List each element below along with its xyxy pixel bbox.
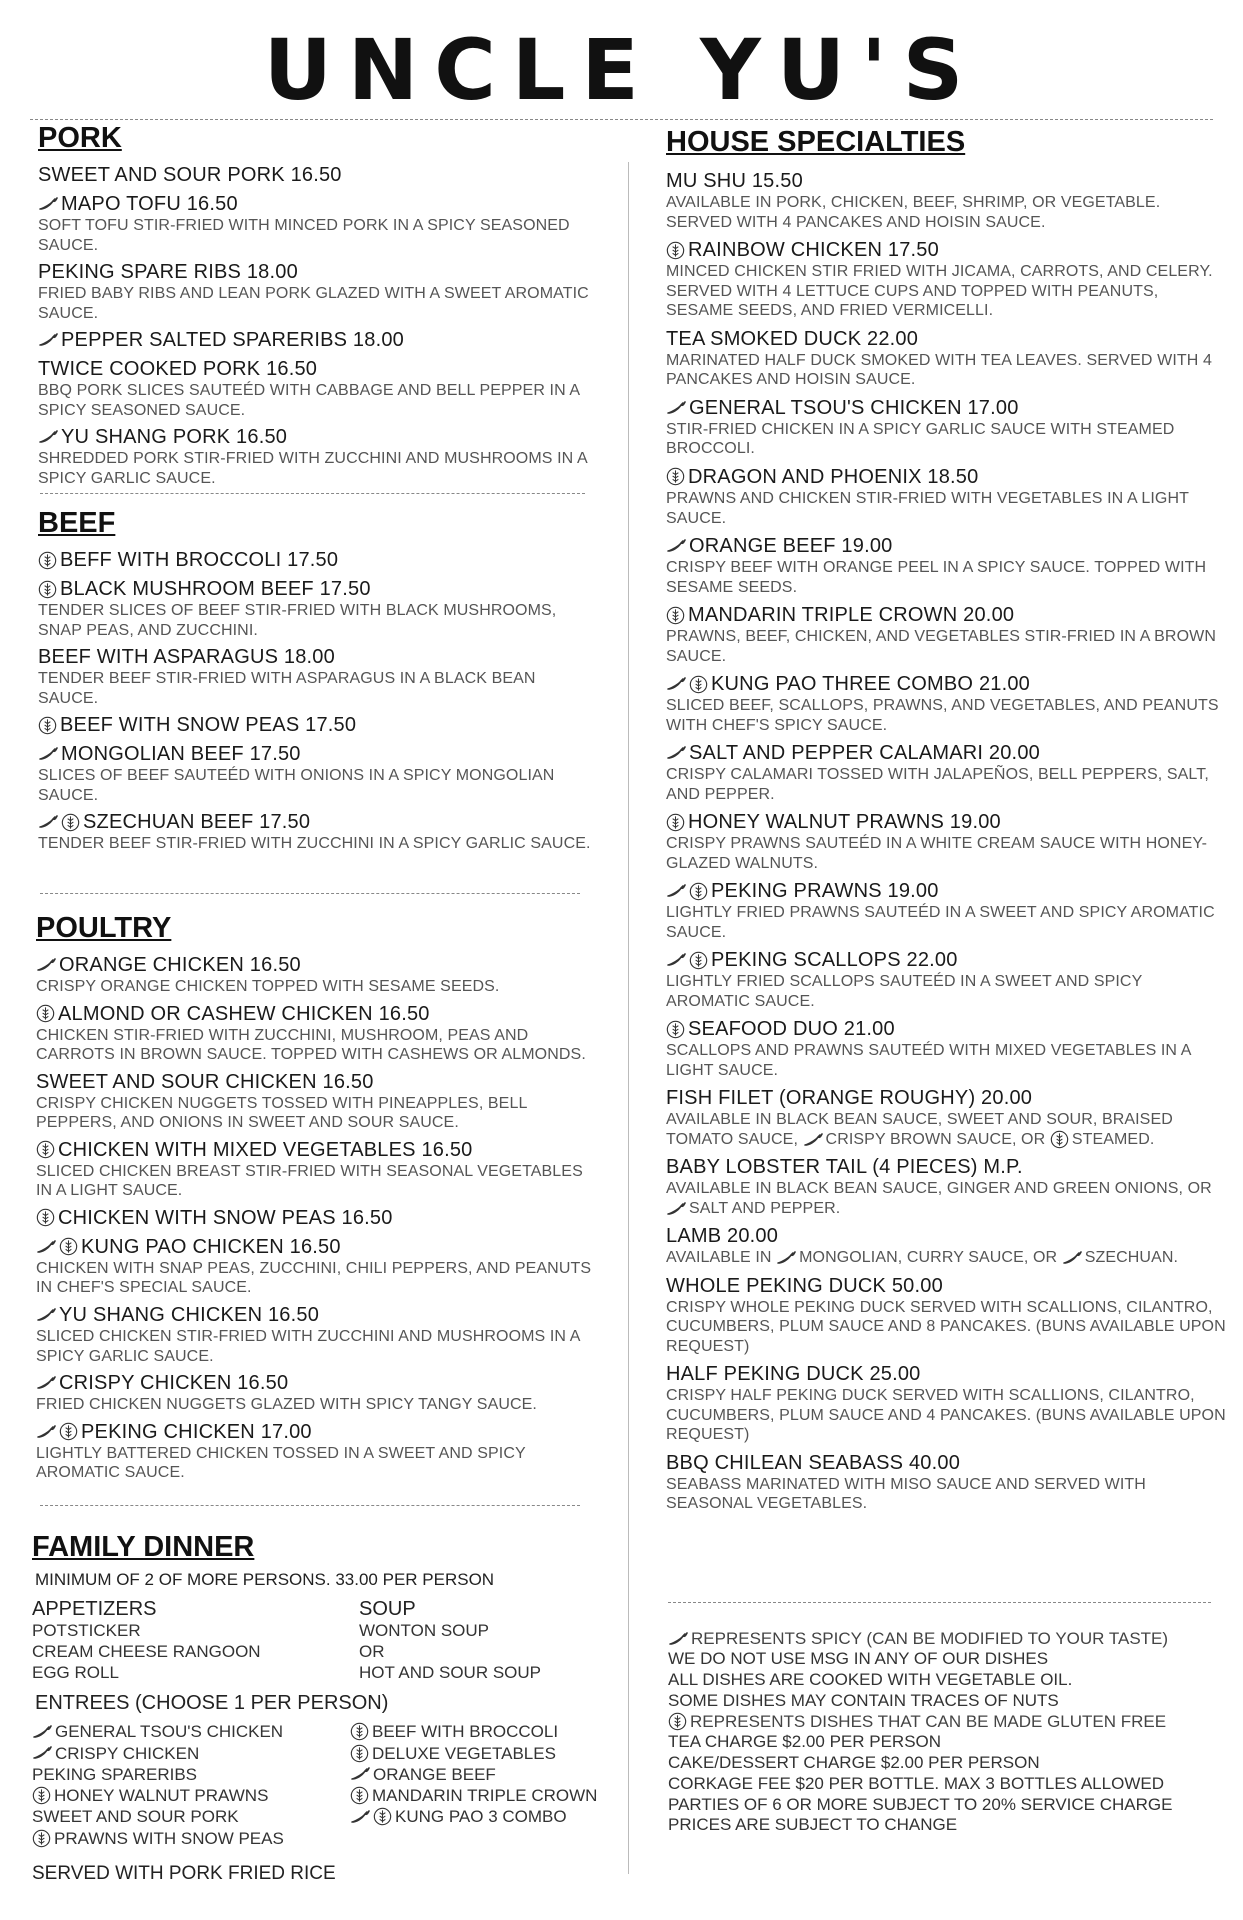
divider [30,119,1213,120]
menu-item-name [38,357,598,381]
menu-item [38,742,598,805]
menu-item [666,327,1226,390]
section-heading: PORK [38,122,122,154]
menu-item [666,672,1226,735]
entrees-left [32,1721,350,1849]
menu-item-name [666,1224,1226,1248]
chili-pepper-icon [32,1746,52,1760]
entree-item [32,1828,350,1849]
menu-item-name [666,1274,1226,1298]
menu-item-name [36,1235,596,1259]
menu-item [38,713,598,737]
section-heading: FAMILY DINNER [32,1531,255,1563]
menu-item [36,1371,596,1415]
menu-item [38,810,598,854]
menu-item-description [666,1179,1226,1218]
menu-item-title: BEFF WITH BROCCOLI 17.50 [60,549,339,572]
gluten-free-icon [666,467,685,486]
chili-pepper-icon [36,958,56,972]
gluten-free-icon [689,882,708,901]
menu-item-title: DRAGON AND PHOENIX 18.50 [688,465,979,488]
gluten-free-icon [350,1744,369,1763]
menu-item [36,1235,596,1298]
menu-item-name [666,534,1226,558]
chili-pepper-icon [32,1725,52,1739]
gluten-free-icon [38,716,57,735]
menu-item-title: MANDARIN TRIPLE CROWN 20.00 [688,604,1015,627]
menu-item-name [36,1206,596,1230]
menu-item [38,260,598,323]
menu-item-title: CHICKEN WITH SNOW PEAS 16.50 [58,1206,393,1229]
menu-item-title: ALMOND OR CASHEW CHICKEN 16.50 [58,1002,430,1025]
divider [668,1602,1211,1603]
menu-item-title: TWICE COOKED PORK 16.50 [38,358,318,381]
menu-item-title: YU SHANG PORK 16.50 [61,426,288,449]
gluten-free-icon [32,1829,51,1848]
menu-item-name [38,328,598,352]
menu-item [666,1362,1226,1445]
list-item: ALL DISHES ARE COOKED WITH VEGETABLE OIL. [668,1669,1073,1689]
poultry-section [36,912,596,1488]
divider [40,893,580,894]
family-footer: SERVED WITH PORK FRIED RICE [32,1862,336,1884]
description-text: SZECHUAN. [1084,1249,1179,1267]
menu-item-name [666,238,1226,262]
menu-item-name [38,260,598,284]
menu-item-name [38,742,598,766]
menu-item-description: CRISPY CHICKEN NUGGETS TOSSED WITH PINEAPPLES, BELL PEPPERS, AND ONIONS IN SWEET AND SOUR SAUCE. [36,1094,527,1132]
menu-item [666,169,1226,232]
menu-item-description: TENDER BEEF STIR-FRIED WITH ZUCCHINI IN A SPICY GARLIC SAUCE. [38,835,591,853]
description-text: SALT AND PEPPER. [689,1199,841,1217]
menu-item-title: BLACK MUSHROOM BEEF 17.50 [60,578,371,601]
menu-item-description: LIGHTLY BATTERED CHICKEN TOSSED IN A SWEET AND SPICY AROMATIC SAUCE. [36,1444,526,1482]
gluten-free-icon [61,813,80,832]
menu-item-description: STIR-FRIED CHICKEN IN A SPICY GARLIC SAUCE WITH STEAMED BROCCOLI. [666,420,1175,458]
entree-name: ORANGE BEEF [373,1764,496,1784]
description-text: AVAILABLE IN BLACK BEAN SAUCE, GINGER AND GREEN ONIONS, OR [666,1180,1212,1198]
menu-item-name [36,1070,596,1094]
appetizers-list [32,1621,359,1683]
notes-list [668,1732,1228,1836]
menu-item [666,948,1226,1011]
menu-item [38,645,598,708]
menu-item-name [38,163,598,187]
soup-label: SOUP [359,1598,416,1621]
chili-pepper-icon [38,430,58,444]
chili-pepper-icon [666,953,686,967]
entree-item [32,1743,350,1764]
family-top [32,1597,612,1683]
menu-item-description: TENDER SLICES OF BEEF STIR-FRIED WITH BLACK MUSHROOMS, SNAP PEAS, AND ZUCCHINI. [38,602,557,639]
menu-item-name [666,1362,1226,1386]
menu-item-description: PRAWNS, BEEF, CHICKEN, AND VEGETABLES STIR-FRIED IN A BROWN SAUCE. [666,628,1216,665]
list-item: CREAM CHEESE RANGOON [32,1641,261,1661]
menu-item [666,465,1226,528]
menu-item-title: PEPPER SALTED SPARERIBS 18.00 [61,329,404,352]
menu-item-title: TEA SMOKED DUCK 22.00 [666,327,919,350]
menu-item-name [36,1371,596,1395]
menu-item-title: BABY LOBSTER TAIL (4 PIECES) M.P. [666,1156,1023,1179]
description-text: AVAILABLE IN BLACK BEAN SAUCE, SWEET AND SOUR, BRAISED TOMATO SAUCE, [666,1111,1173,1148]
chili-pepper-icon [668,1632,688,1646]
menu-item [38,192,598,255]
gluten-free-icon [666,813,685,832]
list-item: POTSTICKER [32,1621,141,1641]
menu-item-title: RAINBOW CHICKEN 17.50 [688,239,939,262]
entree-name: MANDARIN TRIPLE CROWN [372,1786,598,1806]
menu-item-name [666,1017,1226,1041]
soup-list [359,1621,541,1683]
entree-item [32,1785,350,1806]
menu-item-name [38,810,598,834]
entree-item [350,1764,597,1785]
menu-item-title: ORANGE CHICKEN 16.50 [59,954,301,977]
gluten-free-icon [38,580,57,599]
menu-item-title: MAPO TOFU 16.50 [61,193,238,216]
menu-item [666,741,1226,804]
menu-item-description: PRAWNS AND CHICKEN STIR-FRIED WITH VEGETABLES IN A LIGHT SAUCE. [666,489,1189,527]
menu-item-name [38,577,598,601]
menu-item-title: LAMB 20.00 [666,1225,779,1248]
menu-item-title: SWEET AND SOUR CHICKEN 16.50 [36,1070,374,1093]
menu-item-description: SEABASS MARINATED WITH MISO SAUCE AND SERVED WITH SEASONAL VEGETABLES. [666,1475,1146,1513]
chili-pepper-icon [350,1810,370,1824]
list-item: HOT AND SOUR SOUP [359,1662,541,1682]
entree-item [32,1764,350,1785]
menu-item-description: CRISPY ORANGE CHICKEN TOPPED WITH SESAME SEEDS. [36,978,500,996]
menu-item-description: CRISPY WHOLE PEKING DUCK SERVED WITH SCALLIONS, CILANTRO, CUCUMBERS, PLUM SAUCE AND 8 PANCAKES. (BUNS AVAILABLE UPON REQUEST) [666,1298,1226,1355]
entree-item [350,1806,597,1827]
gluten-free-icon [666,241,685,260]
menu-item-name [38,713,598,737]
menu-item [36,1420,596,1483]
menu-item-name [666,396,1226,420]
chili-pepper-icon [666,884,686,898]
menu-item [38,577,598,640]
gf-note: REPRESENTS DISHES THAT CAN BE MADE GLUTEN FREE [690,1712,1167,1732]
menu-item [666,1155,1226,1218]
list-item: WONTON SOUP [359,1621,490,1641]
chili-pepper-icon [666,1202,686,1216]
menu-list [38,163,598,488]
gluten-free-icon [36,1004,55,1023]
gluten-free-icon [350,1786,369,1805]
entrees-block [32,1721,612,1849]
chili-pepper-icon [36,1376,56,1390]
entree-item [32,1721,350,1742]
menu-list [36,953,596,1482]
list-item: OR [359,1641,385,1661]
menu-item-description: SOFT TOFU STIR-FRIED WITH MINCED PORK IN A SPICY SEASONED SAUCE. [38,217,570,254]
notes-list [668,1649,1228,1711]
list-item: EGG ROLL [32,1662,119,1682]
menu-item-description: SLICED BEEF, SCALLOPS, PRAWNS, AND VEGETABLES, AND PEANUTS WITH CHEF'S SPICY SAUCE. [666,697,1219,734]
entrees-right [350,1721,597,1849]
description-text: CRISPY BROWN SAUCE, OR [825,1130,1046,1148]
gluten-free-icon [666,1020,685,1039]
entree-name: BEEF WITH BROCCOLI [372,1722,559,1742]
list-item: PRICES ARE SUBJECT TO CHANGE [668,1815,958,1835]
menu-item [38,328,598,352]
entree-item [350,1743,597,1764]
menu-item-title: KUNG PAO THREE COMBO 21.00 [711,673,1030,696]
gluten-free-icon [350,1722,369,1741]
menu-item-title: BEEF WITH SNOW PEAS 17.50 [60,714,357,737]
entree-name: DELUXE VEGETABLES [372,1743,556,1763]
menu-item-title: SEAFOOD DUO 21.00 [688,1018,895,1041]
spicy-legend [668,1628,1228,1649]
menu-item [666,1086,1226,1149]
chili-pepper-icon [350,1767,370,1781]
menu-item-description: CRISPY HALF PEKING DUCK SERVED WITH SCALLIONS, CILANTRO, CUCUMBERS, PLUM SAUCE AND 4 PANCAKES. (BUNS AVAILABLE UPON REQUEST) [666,1387,1226,1444]
description-text: AVAILABLE IN [666,1249,772,1267]
column-divider [628,162,629,1874]
menu-item-description [666,1248,1226,1268]
menu-item-name [36,1420,596,1444]
menu-item-name [666,169,1226,193]
list-item: WE DO NOT USE MSG IN ANY OF OUR DISHES [668,1649,1049,1669]
menu-item [666,603,1226,666]
menu-item-description: TENDER BEEF STIR-FRIED WITH ASPARAGUS IN A BLACK BEAN SAUCE. [38,670,536,707]
menu-item-name [36,1138,596,1162]
menu-item-title: BBQ CHILEAN SEABASS 40.00 [666,1451,961,1474]
menu-item-description: FRIED BABY RIBS AND LEAN PORK GLAZED WITH A SWEET AROMATIC SAUCE. [38,285,589,322]
menu-item-description: SCALLOPS AND PRAWNS SAUTEÉD WITH MIXED VEGETABLES IN A LIGHT SAUCE. [666,1042,1191,1079]
gluten-free-icon [1050,1130,1069,1149]
menu-item [666,810,1226,873]
menu-item [666,534,1226,597]
pork-section [38,122,598,493]
spicy-note: REPRESENTS SPICY (CAN BE MODIFIED TO YOUR TASTE) [691,1629,1169,1648]
entree-item [32,1806,350,1827]
menu-item-name [666,810,1226,834]
description-text: MONGOLIAN, CURRY SAUCE, OR [799,1249,1058,1267]
chili-pepper-icon [776,1251,796,1265]
house-specialties-section [666,126,1226,1520]
list-item: CAKE/DESSERT CHARGE $2.00 PER PERSON [668,1753,1040,1773]
chili-pepper-icon [803,1133,823,1147]
description-text: STEAMED. [1071,1130,1155,1148]
family-subtitle: MINIMUM OF 2 OF MORE PERSONS. 33.00 PER PERSON [35,1570,495,1590]
gluten-free-icon [373,1807,392,1826]
menu-item-name [666,327,1226,351]
menu-list [666,169,1226,1514]
menu-item [36,1303,596,1366]
menu-item [38,425,598,488]
entree-name: KUNG PAO 3 COMBO [395,1807,567,1827]
menu-item-name [666,672,1226,696]
menu-item-description: SLICED CHICKEN BREAST STIR-FRIED WITH SEASONAL VEGETABLES IN A LIGHT SAUCE. [36,1162,583,1200]
menu-item-name [38,548,598,572]
menu-item [666,1451,1226,1514]
menu-item-title: GENERAL TSOU'S CHICKEN 17.00 [689,396,1019,419]
menu-item [666,238,1226,321]
menu-item [36,1206,596,1230]
chili-pepper-icon [36,1425,56,1439]
menu-item-title: WHOLE PEKING DUCK 50.00 [666,1274,943,1297]
menu-item-name [666,465,1226,489]
menu-item-description: AVAILABLE IN PORK, CHICKEN, BEEF, SHRIMP, OR VEGETABLE. SERVED WITH 4 PANCAKES AND HOISIN SAUCE. [666,194,1161,231]
menu-item-name [38,645,598,669]
entree-name: CRISPY CHICKEN [55,1743,200,1763]
gluten-free-icon [36,1208,55,1227]
menu-item-description [666,1110,1226,1149]
gluten-free-icon [689,951,708,970]
menu-item-title: FISH FILET (ORANGE ROUGHY) 20.00 [666,1087,1033,1110]
menu-item-description: CHICKEN WITH SNAP PEAS, ZUCCHINI, CHILI PEPPERS, AND PEANUTS IN CHEF'S SPECIAL SAUCE. [36,1259,592,1297]
menu-item-title: MU SHU 15.50 [666,170,803,193]
chili-pepper-icon [38,747,58,761]
divider [40,1505,580,1506]
menu-item-description: LIGHTLY FRIED SCALLOPS SAUTEÉD IN A SWEET AND SPICY AROMATIC SAUCE. [666,973,1143,1010]
appetizers-block [32,1597,359,1683]
menu-item-title: SALT AND PEPPER CALAMARI 20.00 [689,742,1040,765]
menu-item-title: CRISPY CHICKEN 16.50 [59,1372,289,1395]
menu-item [36,953,596,997]
chili-pepper-icon [666,539,686,553]
entree-name: SWEET AND SOUR PORK [32,1807,239,1827]
menu-item [36,1002,596,1065]
menu-item-name [666,1451,1226,1475]
chili-pepper-icon [666,677,686,691]
menu-item-title: KUNG PAO CHICKEN 16.50 [81,1235,341,1258]
gluten-free-icon [32,1786,51,1805]
menu-item-name [36,1303,596,1327]
chili-pepper-icon [38,815,58,829]
menu-item [38,163,598,187]
menu-item-name [38,425,598,449]
menu-item-title: CHICKEN WITH MIXED VEGETABLES 16.50 [58,1138,473,1161]
chili-pepper-icon [1062,1251,1082,1265]
menu-item-description: LIGHTLY FRIED PRAWNS SAUTEÉD IN A SWEET AND SPICY AROMATIC SAUCE. [666,904,1215,941]
menu-item-title: ORANGE BEEF 19.00 [689,535,893,558]
menu-item-description: FRIED CHICKEN NUGGETS GLAZED WITH SPICY TANGY SAUCE. [36,1396,537,1414]
chili-pepper-icon [666,401,686,415]
menu-item-description: MARINATED HALF DUCK SMOKED WITH TEA LEAVES. SERVED WITH 4 PANCAKES AND HOISIN SAUCE. [666,351,1212,389]
menu-item-title: SZECHUAN BEEF 17.50 [83,811,311,834]
menu-item-description: CRISPY PRAWNS SAUTEÉD IN A WHITE CREAM SAUCE WITH HONEY-GLAZED WALNUTS. [666,835,1208,872]
section-heading: POULTRY [36,912,172,944]
menu-item-name [666,1155,1226,1179]
menu-item-title: SWEET AND SOUR PORK 16.50 [38,164,342,187]
gluten-free-icon [36,1140,55,1159]
menu-item-title: HONEY WALNUT PRAWNS 19.00 [688,811,1001,834]
notes-section [668,1628,1228,1836]
appetizers-label: APPETIZERS [32,1598,157,1621]
menu-item-title: PEKING CHICKEN 17.00 [81,1420,312,1443]
entree-name: HONEY WALNUT PRAWNS [54,1786,269,1806]
menu-item-name [666,879,1226,903]
entree-item [350,1785,597,1806]
menu-list [38,548,598,854]
menu-item-description: CRISPY BEEF WITH ORANGE PEEL IN A SPICY SAUCE. TOPPED WITH SESAME SEEDS. [666,559,1207,596]
entrees-label: ENTREES (CHOOSE 1 PER PERSON) [35,1692,389,1715]
section-heading: HOUSE SPECIALTIES [666,126,966,158]
family-dinner-section [32,1531,612,1886]
gluten-free-legend [668,1711,1228,1732]
soup-block [359,1597,541,1683]
list-item: PARTIES OF 6 OR MORE SUBJECT TO 20% SERVICE CHARGE [668,1794,1173,1814]
entree-item [350,1721,597,1742]
menu-item-name [666,948,1226,972]
entree-name: PEKING SPARERIBS [32,1764,198,1784]
menu-item-title: PEKING PRAWNS 19.00 [711,880,939,903]
menu-item-name [666,603,1226,627]
menu-item-title: BEEF WITH ASPARAGUS 18.00 [38,646,335,669]
menu-item [666,1224,1226,1268]
menu-item [666,396,1226,459]
gluten-free-icon [38,551,57,570]
chili-pepper-icon [36,1308,56,1322]
menu-item-description: SLICES OF BEEF SAUTEÉD WITH ONIONS IN A SPICY MONGOLIAN SAUCE. [38,767,555,804]
list-item: CORKAGE FEE $20 PER BOTTLE. MAX 3 BOTTLES ALLOWED [668,1773,1164,1793]
entree-name: GENERAL TSOU'S CHICKEN [55,1722,284,1742]
list-item: TEA CHARGE $2.00 PER PERSON [668,1732,942,1752]
gluten-free-icon [689,675,708,694]
menu-item-title: HALF PEKING DUCK 25.00 [666,1363,921,1386]
gluten-free-icon [59,1237,78,1256]
menu-item [666,1274,1226,1357]
beef-section [38,507,598,859]
menu-item-description: MINCED CHICKEN STIR FRIED WITH JICAMA, CARROTS, AND CELERY. SERVED WITH 4 LETTUCE CUPS AND TOPPED WITH PEANUTS, SESAME SEEDS, AND FRIED VERMICELLI. [666,263,1213,320]
menu-item [666,879,1226,942]
menu-item-title: MONGOLIAN BEEF 17.50 [61,743,301,766]
menu-item-name [36,1002,596,1026]
menu-item [666,1017,1226,1080]
menu-item-name [666,1086,1226,1110]
gluten-free-icon [668,1712,687,1731]
menu-item-title: YU SHANG CHICKEN 16.50 [59,1303,320,1326]
menu-item-description: CRISPY CALAMARI TOSSED WITH JALAPEÑOS, BELL PEPPERS, SALT, AND PEPPER. [666,766,1209,803]
chili-pepper-icon [38,197,58,211]
chili-pepper-icon [38,333,58,347]
menu-item-title: PEKING SPARE RIBS 18.00 [38,261,298,284]
section-heading: BEEF [38,507,116,539]
menu-item [38,548,598,572]
gluten-free-icon [666,606,685,625]
menu-item-name [38,192,598,216]
chili-pepper-icon [36,1240,56,1254]
menu-item-description: SLICED CHICKEN STIR-FRIED WITH ZUCCHINI AND MUSHROOMS IN A SPICY GARLIC SAUCE. [36,1327,580,1365]
menu-item [38,357,598,420]
menu-item-title: PEKING SCALLOPS 22.00 [711,949,958,972]
menu-item-name [36,953,596,977]
menu-item [36,1070,596,1133]
restaurant-title: UNCLE YU'S [263,21,980,119]
menu-item-description: BBQ PORK SLICES SAUTEÉD WITH CABBAGE AND BELL PEPPER IN A SPICY SEASONED SAUCE. [38,382,580,419]
list-item: SOME DISHES MAY CONTAIN TRACES OF NUTS [668,1690,1059,1710]
entree-name: PRAWNS WITH SNOW PEAS [54,1828,284,1848]
gluten-free-icon [59,1422,78,1441]
chili-pepper-icon [666,746,686,760]
menu-item-name [666,741,1226,765]
menu-item-description: CHICKEN STIR-FRIED WITH ZUCCHINI, MUSHROOM, PEAS AND CARROTS IN BROWN SAUCE. TOPPED WITH CASHEWS OR ALMONDS. [36,1026,586,1064]
menu-item-description: SHREDDED PORK STIR-FRIED WITH ZUCCHINI AND MUSHROOMS IN A SPICY GARLIC SAUCE. [38,450,587,487]
menu-item [36,1138,596,1201]
